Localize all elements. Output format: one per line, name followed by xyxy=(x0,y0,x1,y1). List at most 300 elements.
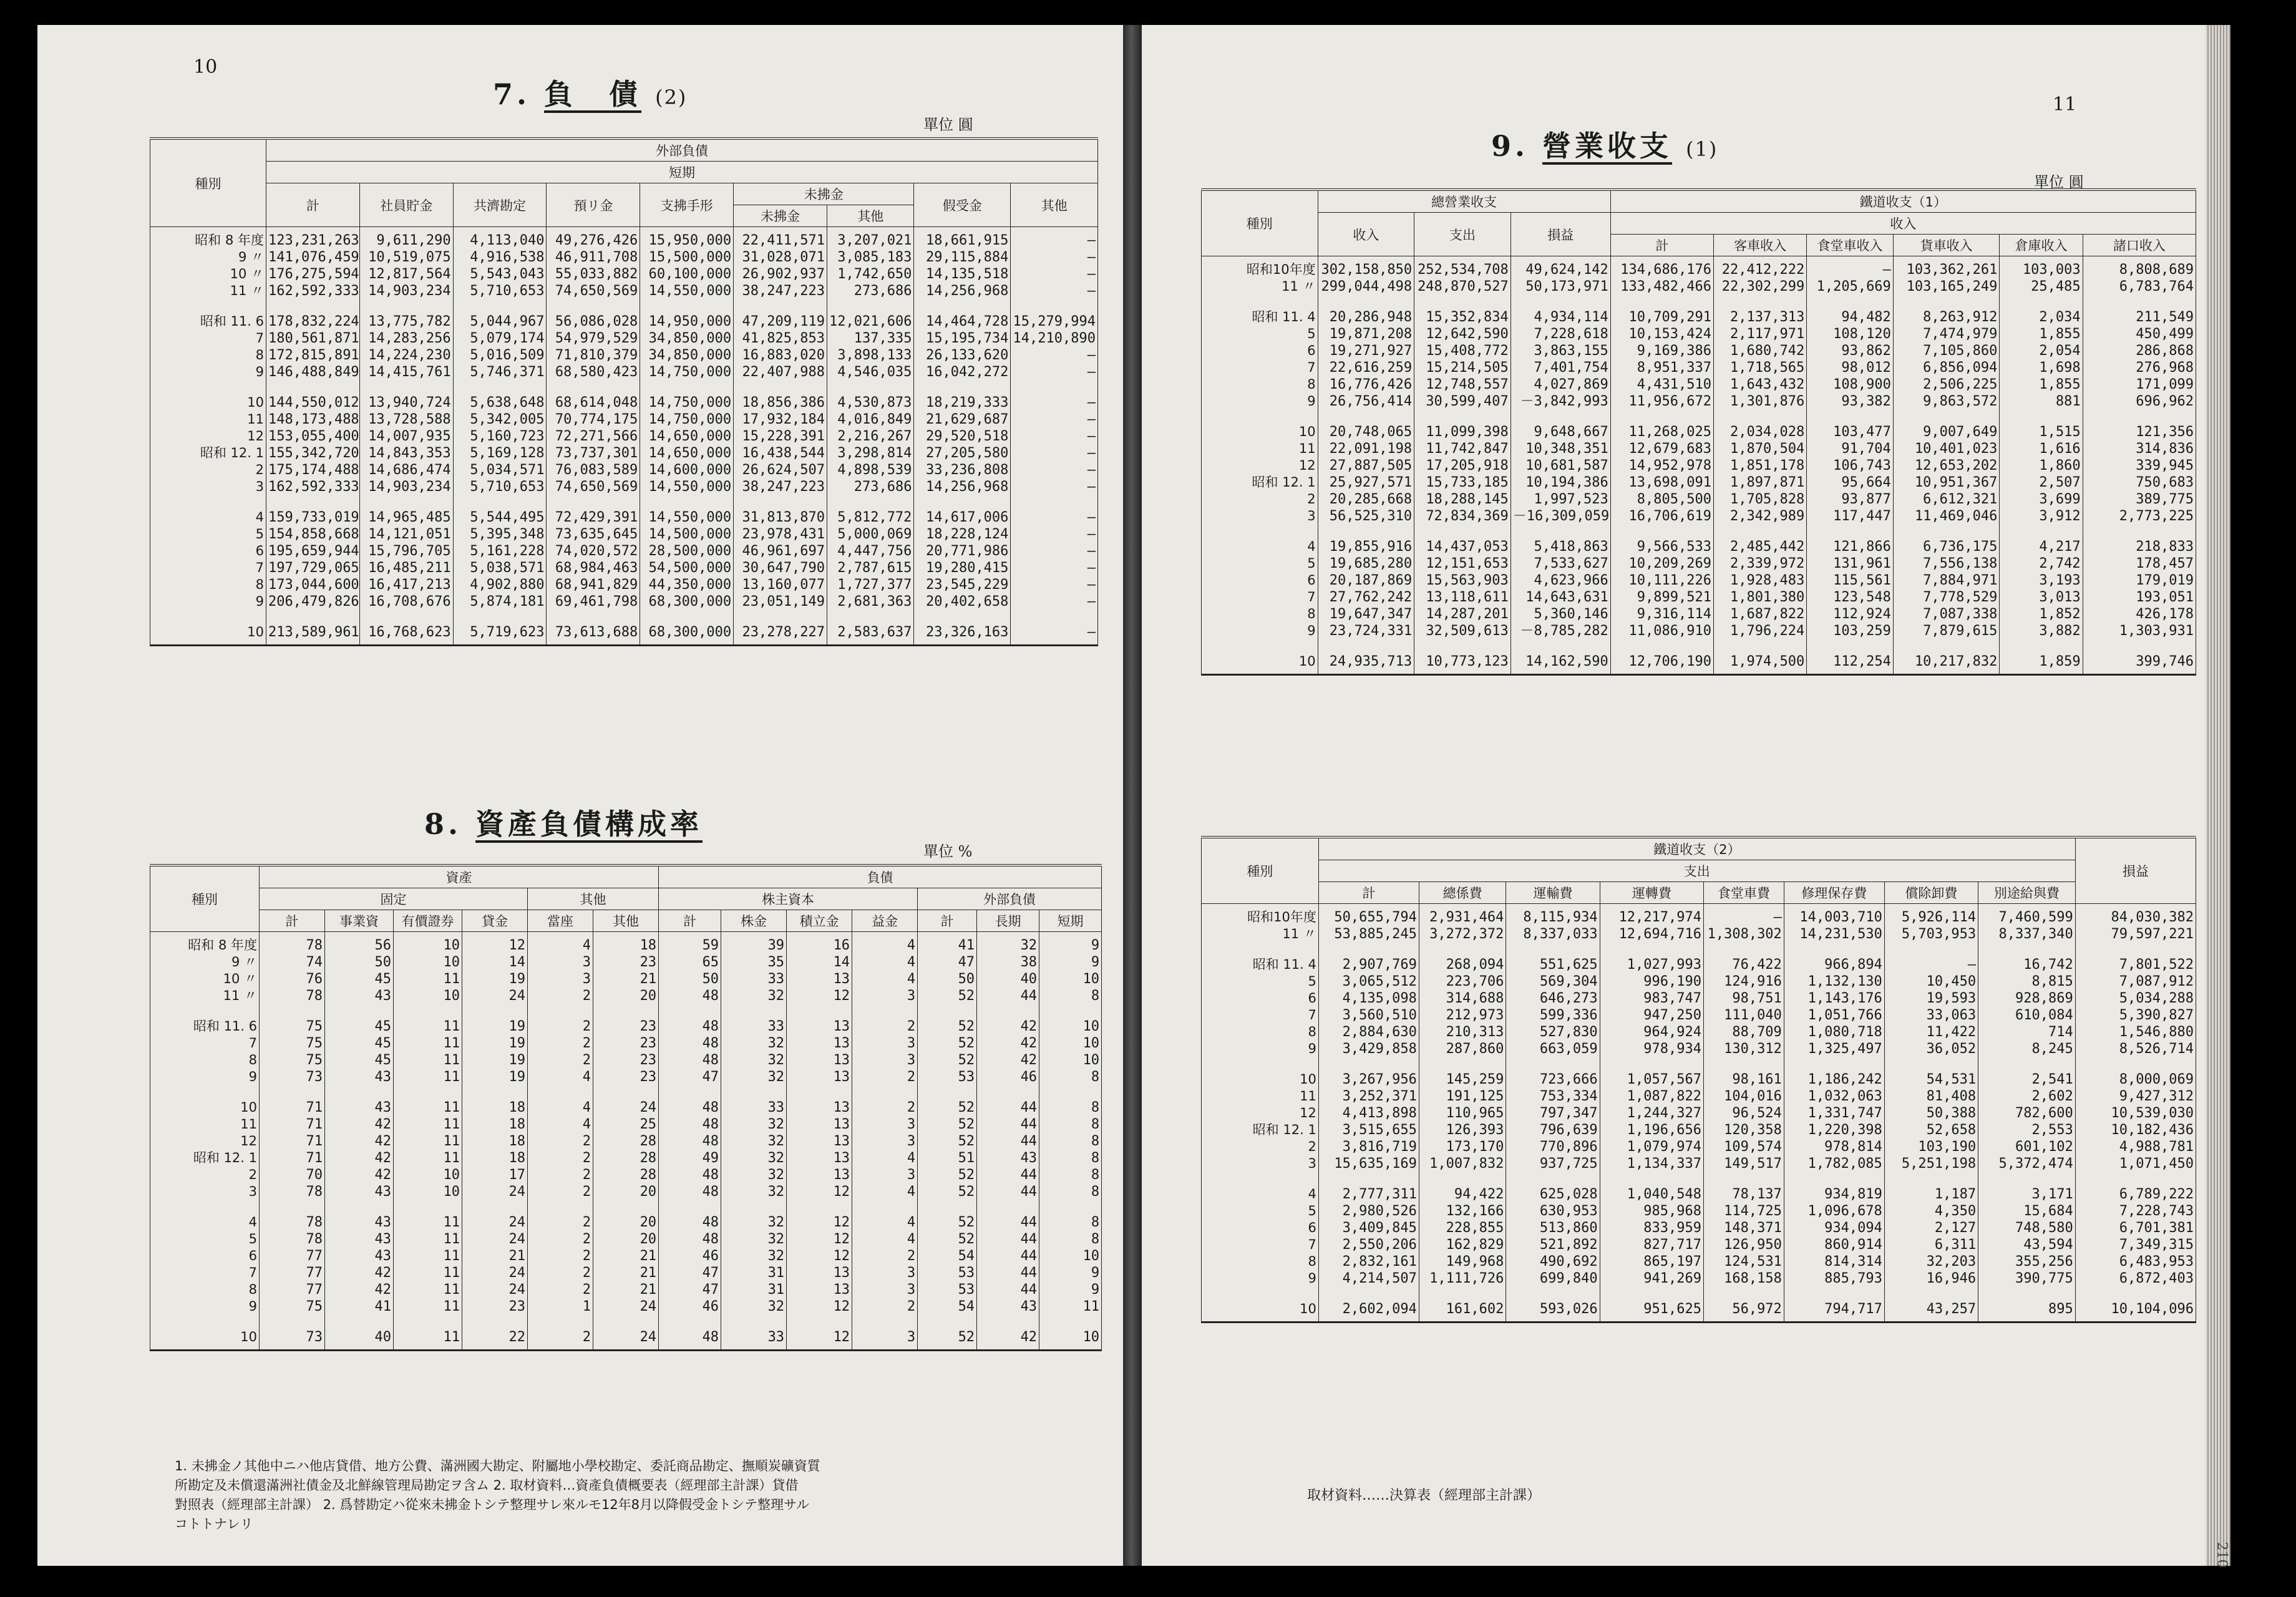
t7-h-short: 短期 xyxy=(266,162,1097,183)
table-cell: 31,813,870 xyxy=(734,509,827,526)
table-cell: 10 xyxy=(394,932,462,954)
table-cell: 44 xyxy=(977,988,1039,1004)
table-cell: 16,485,211 xyxy=(359,560,453,576)
table-cell: 14,650,000 xyxy=(640,428,734,445)
table-cell: 46 xyxy=(659,1248,721,1264)
table-cell: 983,747 xyxy=(1600,990,1703,1007)
row-label: 昭和 11. 6 xyxy=(150,1018,260,1035)
table-cell: 56,525,310 xyxy=(1318,508,1414,525)
table-row xyxy=(1202,424,2196,440)
table-cell: 10 xyxy=(1039,1018,1102,1035)
table-cell: 2,507 xyxy=(2000,474,2083,491)
table-cell: 9 xyxy=(1039,1281,1102,1298)
table-cell: 52 xyxy=(918,1052,977,1069)
table-cell: 4,902,880 xyxy=(453,576,547,593)
table-cell: 24 xyxy=(593,1298,659,1315)
table-cell: 78 xyxy=(260,1214,325,1231)
table-cell: 52 xyxy=(918,1214,977,1231)
row-label: 昭和 12. 1 xyxy=(1202,474,1318,491)
t7-h-unpaid: 未拂金 xyxy=(734,183,914,205)
table-cell: 10,209,269 xyxy=(1610,555,1713,572)
table-cell: 47 xyxy=(659,1264,721,1281)
table-cell: 72,429,391 xyxy=(547,509,640,526)
table-cell: 2 xyxy=(528,1329,593,1351)
table-cell: 68,984,463 xyxy=(547,560,640,576)
table-cell: 1,643,432 xyxy=(1713,376,1806,393)
table-cell: 44 xyxy=(977,1167,1039,1183)
table-cell: 50,173,971 xyxy=(1510,278,1610,295)
table-cell: 173,170 xyxy=(1419,1138,1506,1155)
table-cell: 14,550,000 xyxy=(640,478,734,495)
table-cell: 29,115,884 xyxy=(914,249,1011,266)
table-cell: 48 xyxy=(659,1329,721,1351)
row-label: 昭和 11. 4 xyxy=(1202,309,1318,326)
table-cell: 13 xyxy=(787,1069,852,1085)
table-cell: 389,775 xyxy=(2083,491,2196,508)
row-label: 昭和 12. 1 xyxy=(1202,1122,1319,1138)
table-cell: 1,220,398 xyxy=(1784,1122,1884,1138)
table-cell: 2 xyxy=(528,1183,593,1200)
table-cell: 22,411,571 xyxy=(734,227,827,250)
table-cell: 10 xyxy=(394,988,462,1004)
table-cell: 8 xyxy=(1039,1183,1102,1200)
table-cell: 1,859 xyxy=(2000,653,2083,675)
spacer-cell xyxy=(1784,1057,1884,1071)
table-cell: 2,339,972 xyxy=(1713,555,1806,572)
row-label: 9 xyxy=(1202,393,1318,410)
table-cell: 3,171 xyxy=(1978,1186,2076,1203)
table-cell: 155,342,720 xyxy=(266,445,359,462)
table-cell: 33 xyxy=(721,1329,787,1351)
table-cell: 1,186,242 xyxy=(1784,1071,1884,1088)
table-cell: 11 xyxy=(394,1231,462,1248)
spacer-row xyxy=(150,1315,1102,1329)
table-cell: 2 xyxy=(852,1069,918,1085)
table-cell: 10,519,075 xyxy=(359,249,453,266)
table-cell: — xyxy=(1011,266,1098,283)
spacer-cell xyxy=(593,1315,659,1329)
table-row xyxy=(1202,572,2196,589)
table-cell: 10 xyxy=(394,1167,462,1183)
table-row xyxy=(1202,359,2196,376)
table-cell: 941,269 xyxy=(1600,1270,1703,1287)
spacer-cell xyxy=(1318,639,1414,653)
table-cell: 42 xyxy=(325,1133,394,1150)
table-cell: 10,773,123 xyxy=(1414,653,1511,675)
table-cell: 52 xyxy=(918,1099,977,1116)
table-cell: 24 xyxy=(462,1214,528,1231)
table-row xyxy=(1202,1122,2196,1138)
table-cell: 95,664 xyxy=(1807,474,1894,491)
column-header: 計 xyxy=(260,910,325,932)
table-cell: 1,132,130 xyxy=(1784,973,1884,990)
table-cell: 162,592,333 xyxy=(266,478,359,495)
table-cell: 450,499 xyxy=(2083,326,2196,342)
table-cell: 15,684 xyxy=(1978,1203,2076,1220)
table-cell: 15,228,391 xyxy=(734,428,827,445)
spacer-cell xyxy=(394,1200,462,1214)
table-cell: 20,402,658 xyxy=(914,593,1011,610)
table-cell: 8,000,069 xyxy=(2075,1071,2196,1088)
table-cell: 54,531 xyxy=(1884,1071,1978,1088)
table-cell: 13 xyxy=(787,1281,852,1298)
table-cell: 2,832,161 xyxy=(1318,1253,1419,1270)
table-cell: 56,086,028 xyxy=(547,313,640,330)
table-cell: 5,746,371 xyxy=(453,364,547,381)
table-cell: 14,650,000 xyxy=(640,445,734,462)
row-label: 9 xyxy=(150,364,266,381)
spacer-cell xyxy=(394,1085,462,1099)
table-cell: 4 xyxy=(852,1150,918,1167)
table-cell: 551,625 xyxy=(1506,956,1600,973)
spacer-cell xyxy=(1807,410,1894,424)
table-cell: 286,868 xyxy=(2083,342,2196,359)
table-cell: 43 xyxy=(977,1298,1039,1315)
spacer-cell xyxy=(1506,1172,1600,1186)
table-cell: 19,685,280 xyxy=(1318,555,1414,572)
table-cell: 68,614,048 xyxy=(547,394,640,411)
table-cell: 44 xyxy=(977,1099,1039,1116)
table-cell: 23 xyxy=(593,1035,659,1052)
spacer-row xyxy=(1202,639,2196,653)
table-cell: 11,086,910 xyxy=(1610,623,1713,639)
table-cell: 23 xyxy=(462,1298,528,1315)
table-cell: 794,717 xyxy=(1784,1301,1884,1323)
table-cell: 2,931,464 xyxy=(1419,904,1506,926)
spacer-cell xyxy=(1011,610,1098,624)
table-cell: 14,256,968 xyxy=(914,283,1011,299)
spacer-row xyxy=(150,299,1098,313)
table-row xyxy=(150,364,1098,381)
spacer-cell xyxy=(1202,639,1318,653)
column-header: 運輸費 xyxy=(1506,882,1600,904)
spacer-row xyxy=(150,610,1098,624)
t7-col-3: 預リ金 xyxy=(547,183,640,227)
table-cell: 23,278,227 xyxy=(734,624,827,646)
table-cell: 4 xyxy=(528,1116,593,1133)
table-cell: 23 xyxy=(593,1052,659,1069)
table-cell: 74,650,569 xyxy=(547,283,640,299)
table-cell: 12,679,683 xyxy=(1610,440,1713,457)
table-row xyxy=(150,283,1098,299)
table-cell: 31,028,071 xyxy=(734,249,827,266)
table-cell: 1,051,766 xyxy=(1784,1007,1884,1024)
row-label: 10 xyxy=(1202,424,1318,440)
spacer-cell xyxy=(1318,1172,1419,1186)
row-label: 6 xyxy=(1202,572,1318,589)
page-number-left: 10 xyxy=(193,56,218,78)
table-cell: 115,561 xyxy=(1807,572,1894,589)
spacer-cell xyxy=(1704,1287,1784,1301)
row-label: 4 xyxy=(1202,538,1318,555)
column-header: 其他 xyxy=(593,910,659,932)
table-row xyxy=(1202,990,2196,1007)
table-cell: 22,407,988 xyxy=(734,364,827,381)
table-cell: 22,412,222 xyxy=(1713,256,1806,279)
table-cell: 74,020,572 xyxy=(547,543,640,560)
table-cell: 3,272,372 xyxy=(1419,926,1506,943)
spacer-cell xyxy=(787,1200,852,1214)
table-cell: 108,120 xyxy=(1807,326,1894,342)
table-cell: 32 xyxy=(721,988,787,1004)
table-cell: 3,207,021 xyxy=(827,227,913,250)
table-cell: 12,217,974 xyxy=(1600,904,1703,926)
table-cell: 124,531 xyxy=(1704,1253,1784,1270)
table-cell: 1,546,880 xyxy=(2075,1024,2196,1041)
spacer-cell xyxy=(659,1315,721,1329)
row-label: 10 xyxy=(1202,1301,1319,1323)
table-cell: 23 xyxy=(593,954,659,971)
spacer-cell xyxy=(659,1004,721,1018)
table-cell: 4,214,507 xyxy=(1318,1270,1419,1287)
t9-h-rev: 收入 xyxy=(1610,213,2196,235)
table-cell: 4,447,756 xyxy=(827,543,913,560)
table-cell: 24 xyxy=(462,988,528,1004)
spacer-cell xyxy=(266,495,359,509)
table-cell: 24 xyxy=(462,1281,528,1298)
table-cell: 9,611,290 xyxy=(359,227,453,250)
table-cell: 15,214,505 xyxy=(1414,359,1511,376)
spacer-cell xyxy=(528,1315,593,1329)
table-cell: 78 xyxy=(260,932,325,954)
table-cell: 978,934 xyxy=(1600,1041,1703,1057)
table-cell: 5,161,228 xyxy=(453,543,547,560)
spacer-cell xyxy=(1884,1057,1978,1071)
table-cell: 2 xyxy=(528,1231,593,1248)
table-cell: 15,635,169 xyxy=(1318,1155,1419,1172)
table-cell: 31 xyxy=(721,1281,787,1298)
table-cell: 1,855 xyxy=(2000,376,2083,393)
row-label: 11 〃 xyxy=(1202,278,1318,295)
footnote-line: 對照表（經理部主計課） 2. 爲替勘定ハ從來未拂金トシテ整理サレ來ルモ12年8月以降假受金トシテ整理サル xyxy=(175,1497,809,1512)
footnotes xyxy=(175,1457,1098,1534)
row-label: 6 xyxy=(1202,990,1319,1007)
table-cell: 81,408 xyxy=(1884,1088,1978,1105)
table-cell: 75 xyxy=(260,1052,325,1069)
table-row xyxy=(1202,457,2196,474)
table-cell: 130,312 xyxy=(1704,1041,1784,1057)
table-cell: 49,276,426 xyxy=(547,227,640,250)
table-cell: 1,027,993 xyxy=(1600,956,1703,973)
row-label: 9 xyxy=(150,1298,260,1315)
table-row xyxy=(150,988,1102,1004)
t9-col-6: 貨車收入 xyxy=(1893,235,2000,256)
table-cell: 45 xyxy=(325,1052,394,1069)
spacer-cell xyxy=(1202,943,1319,956)
row-label: 6 xyxy=(1202,342,1318,359)
table-cell: 16,438,544 xyxy=(734,445,827,462)
row-label: 8 xyxy=(150,1281,260,1298)
spacer-cell xyxy=(547,610,640,624)
table-cell: 9 xyxy=(1039,1264,1102,1281)
table-cell: 18,288,145 xyxy=(1414,491,1511,508)
spacer-cell xyxy=(2075,1287,2196,1301)
table-cell: 8,245 xyxy=(1978,1041,2076,1057)
table-row xyxy=(1202,1041,2196,1057)
table-cell: 3,252,371 xyxy=(1318,1088,1419,1105)
table-row xyxy=(150,1183,1102,1200)
table-cell: 47 xyxy=(659,1281,721,1298)
table-cell: 175,174,488 xyxy=(266,462,359,478)
table-cell: 996,190 xyxy=(1600,973,1703,990)
table-cell: 54,979,529 xyxy=(547,330,640,347)
table-cell: 23 xyxy=(593,1069,659,1085)
table-cell: 54 xyxy=(918,1298,977,1315)
table-cell: — xyxy=(1011,249,1098,266)
table-cell: 630,953 xyxy=(1506,1203,1600,1220)
table-cell: 4,546,035 xyxy=(827,364,913,381)
table-cell: 12,642,590 xyxy=(1414,326,1511,342)
spacer-cell xyxy=(1202,1172,1319,1186)
table-cell: 43 xyxy=(325,1183,394,1200)
table-cell: 42 xyxy=(325,1264,394,1281)
table-cell: 14,550,000 xyxy=(640,283,734,299)
column-header: 運轉費 xyxy=(1600,882,1703,904)
table-cell: 168,158 xyxy=(1704,1270,1784,1287)
table-cell: 21 xyxy=(593,1264,659,1281)
table-cell: 14,007,935 xyxy=(359,428,453,445)
table-cell: 895 xyxy=(1978,1301,2076,1323)
spacer-cell xyxy=(1893,639,2000,653)
table-cell: 50,388 xyxy=(1884,1105,1978,1122)
table-row xyxy=(150,1281,1102,1298)
row-label: 2 xyxy=(1202,491,1318,508)
table-cell: 53 xyxy=(918,1069,977,1085)
table-cell: 8,526,714 xyxy=(2075,1041,2196,1057)
table-cell: 10,182,436 xyxy=(2075,1122,2196,1138)
table-cell: 31 xyxy=(721,1264,787,1281)
table-cell: 78 xyxy=(260,1231,325,1248)
table-cell: 52 xyxy=(918,1116,977,1133)
table-cell: 7,087,912 xyxy=(2075,973,2196,990)
table-row xyxy=(150,1248,1102,1264)
table-cell: 46,961,697 xyxy=(734,543,827,560)
table-cell: 43 xyxy=(325,1099,394,1116)
table-cell: 25,485 xyxy=(2000,278,2083,295)
table-cell: 42 xyxy=(977,1035,1039,1052)
table-cell: 5,719,623 xyxy=(453,624,547,646)
table-cell: 10 xyxy=(394,1183,462,1200)
table-cell: 5,372,474 xyxy=(1978,1155,2076,1172)
table-cell: 14 xyxy=(787,954,852,971)
table-row xyxy=(1202,491,2196,508)
spacer-cell xyxy=(1202,295,1318,309)
spacer-cell xyxy=(734,495,827,509)
table-cell: 52 xyxy=(918,1035,977,1052)
table-cell: 11 xyxy=(394,1214,462,1231)
row-label: 12 xyxy=(150,428,266,445)
spacer-cell xyxy=(2000,410,2083,424)
table-cell: 947,250 xyxy=(1600,1007,1703,1024)
table-cell: 25,927,571 xyxy=(1318,474,1414,491)
spacer-cell xyxy=(1704,1172,1784,1186)
table-cell: 13,775,782 xyxy=(359,313,453,330)
table-cell: 18 xyxy=(462,1116,528,1133)
spacer-cell xyxy=(1318,1057,1419,1071)
table-cell: 3 xyxy=(852,1052,918,1069)
spacer-cell xyxy=(734,381,827,394)
table-cell: 937,725 xyxy=(1506,1155,1600,1172)
row-label: 昭和 8 年度 xyxy=(150,227,266,250)
table-cell: 88,709 xyxy=(1704,1024,1784,1041)
spacer-cell xyxy=(1039,1200,1102,1214)
table-cell: 27,762,242 xyxy=(1318,589,1414,606)
spacer-cell xyxy=(827,299,913,313)
table-cell: 11,268,025 xyxy=(1610,424,1713,440)
table-cell: 7,105,860 xyxy=(1893,342,2000,359)
table-cell: 287,860 xyxy=(1419,1041,1506,1057)
table-row xyxy=(150,1329,1102,1351)
table-cell: 2,054 xyxy=(2000,342,2083,359)
table-cell: 13,728,588 xyxy=(359,411,453,428)
table-cell: 13,698,091 xyxy=(1610,474,1713,491)
table-cell: 4 xyxy=(852,1214,918,1231)
t9b-h-period: 種別 xyxy=(1202,837,1319,904)
table-cell: 1,187 xyxy=(1884,1186,1978,1203)
table-cell: 124,916 xyxy=(1704,973,1784,990)
table-cell: 1,079,974 xyxy=(1600,1138,1703,1155)
table-cell: 111,040 xyxy=(1704,1007,1784,1024)
table-cell: 148,371 xyxy=(1704,1220,1784,1236)
table-cell: 663,059 xyxy=(1506,1041,1600,1057)
table-cell: 218,833 xyxy=(2083,538,2196,555)
table-cell: 4,350 xyxy=(1884,1203,1978,1220)
table-cell: 2 xyxy=(528,1133,593,1150)
table-cell: 149,968 xyxy=(1419,1253,1506,1270)
spacer-cell xyxy=(547,495,640,509)
table-cell: 5,710,653 xyxy=(453,478,547,495)
table-row xyxy=(150,526,1098,543)
table-cell: 797,347 xyxy=(1506,1105,1600,1122)
table-cell: 10,104,096 xyxy=(2075,1301,2196,1323)
table-cell: 5,016,509 xyxy=(453,347,547,364)
table-cell: 45 xyxy=(325,1018,394,1035)
table-cell: 19 xyxy=(462,1035,528,1052)
table-cell: 126,950 xyxy=(1704,1236,1784,1253)
table-row xyxy=(150,249,1098,266)
column-header: 當座 xyxy=(528,910,593,932)
table-cell: 44 xyxy=(977,1183,1039,1200)
table-cell: 9,863,572 xyxy=(1893,393,2000,410)
table-cell: 51 xyxy=(918,1150,977,1167)
spacer-cell xyxy=(325,1315,394,1329)
table-cell: 123,231,263 xyxy=(266,227,359,250)
table-cell: 1,325,497 xyxy=(1784,1041,1884,1057)
spacer-row xyxy=(150,1200,1102,1214)
table-cell: 154,858,668 xyxy=(266,526,359,543)
row-label: 5 xyxy=(150,526,266,543)
table-cell: 6,856,094 xyxy=(1893,359,2000,376)
table-cell: 14,287,201 xyxy=(1414,606,1511,623)
spacer-cell xyxy=(914,299,1011,313)
row-label: 8 xyxy=(150,576,266,593)
table-cell: 610,084 xyxy=(1978,1007,2076,1024)
spacer-row xyxy=(1202,410,2196,424)
table-liabilities xyxy=(150,137,1098,646)
table-cell: 13,118,611 xyxy=(1414,589,1511,606)
table-cell: — xyxy=(1011,394,1098,411)
spacer-cell xyxy=(918,1315,977,1329)
table-cell: 4 xyxy=(852,971,918,988)
table-cell: 26,624,507 xyxy=(734,462,827,478)
table-row xyxy=(1202,1088,2196,1105)
table-cell: 28 xyxy=(593,1167,659,1183)
table-cell: 1,897,871 xyxy=(1713,474,1806,491)
table-cell: 978,814 xyxy=(1784,1138,1884,1155)
table-cell: 10,194,386 xyxy=(1510,474,1610,491)
table-cell: 2,980,526 xyxy=(1318,1203,1419,1220)
table-row xyxy=(150,1069,1102,1085)
